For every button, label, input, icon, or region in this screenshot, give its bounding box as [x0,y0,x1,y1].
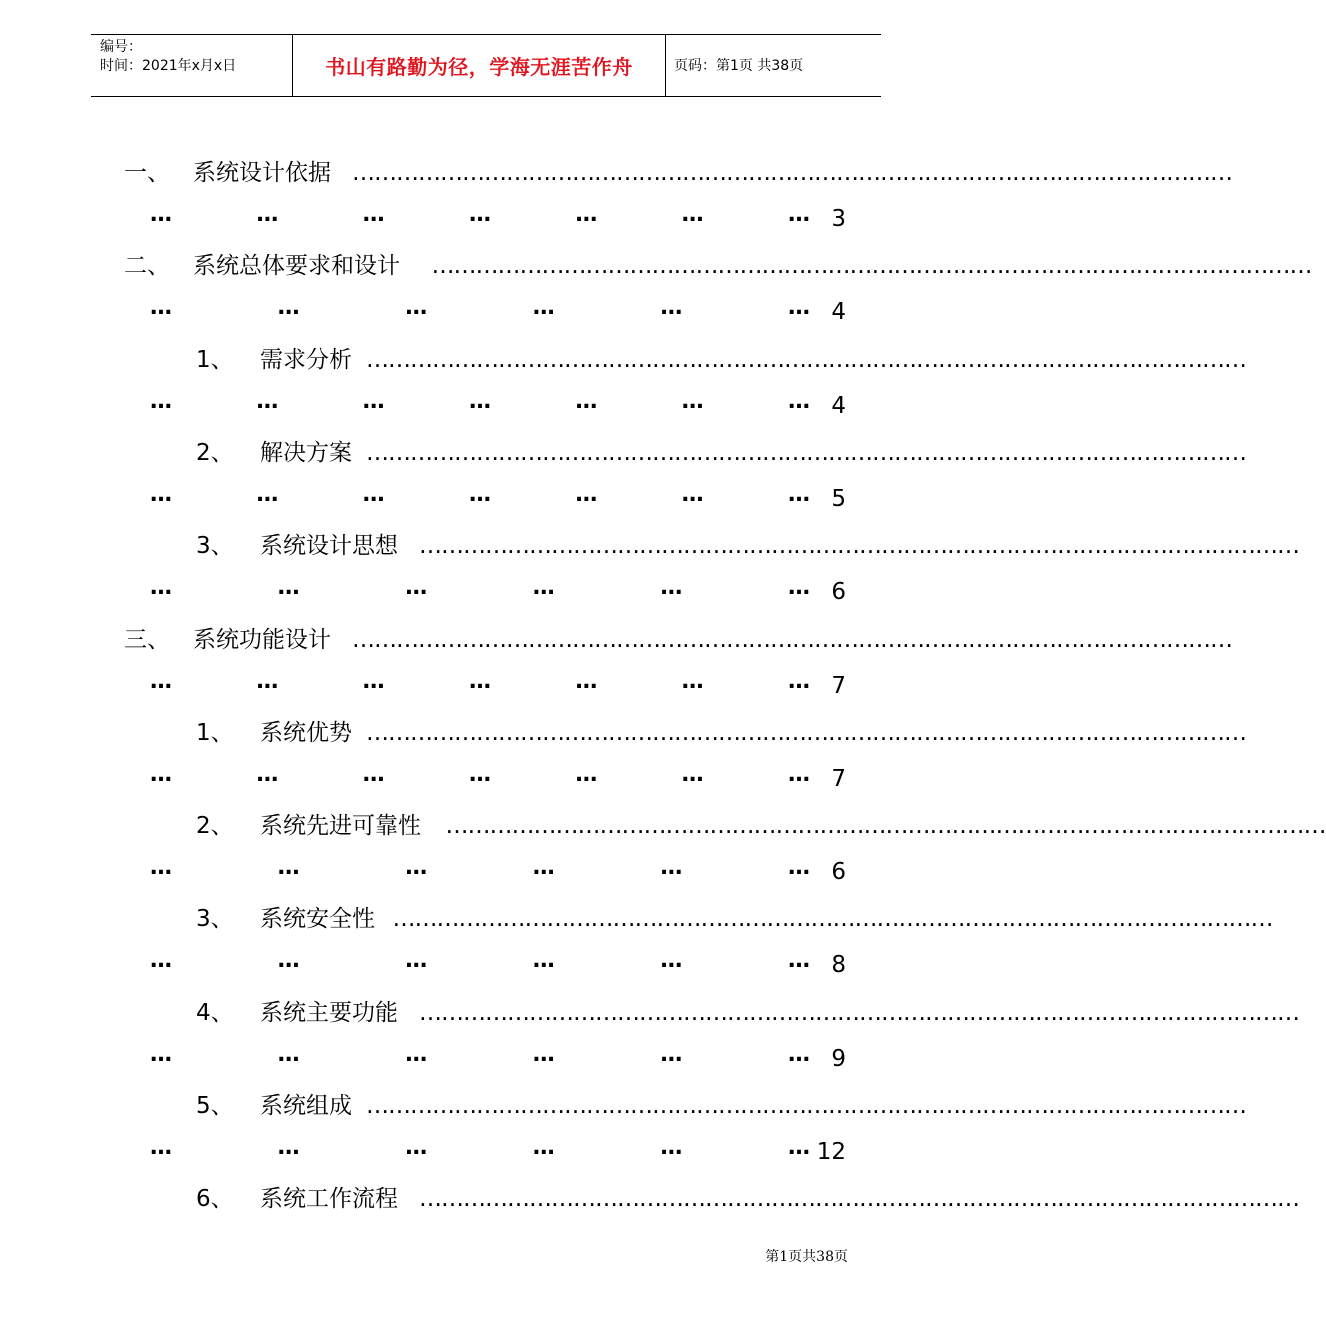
toc-entry-number: 6、 [196,1186,234,1212]
toc-leader-dots: ………………………………………………………………………………………………………… [445,813,1326,839]
toc-leader-dots: … … … … … … [150,575,810,600]
toc-entry-number: 二、 [124,253,170,279]
toc-leader-dots: ………………………………………………………………………………………………………… [366,1093,1246,1119]
toc-entry-title[interactable]: 系统安全性 [260,906,375,932]
toc-page-number: 7 [831,673,846,699]
toc-entry-title[interactable]: 系统优势 [260,720,352,746]
toc-leader-dots: ………………………………………………………………………………………………………… [392,906,1273,932]
toc-entry-number: 2、 [196,440,234,466]
toc-leader-dots: … … … … … … [150,855,810,880]
page-label: 页码：第1页 共38页 [674,57,804,74]
toc-entry-title[interactable]: 系统工作流程 [260,1186,398,1212]
toc-entry-number: 1、 [196,347,234,373]
page-footer: 第1页共38页 [765,1249,848,1265]
toc-leader-dots: … … … … … … … [150,202,810,227]
toc-entry-title[interactable]: 系统组成 [260,1093,352,1119]
toc-entry-number: 1、 [196,720,234,746]
toc-entry-title[interactable]: 系统主要功能 [260,1000,398,1026]
code-label: 编号： [100,39,142,55]
toc-leader-dots: … … … … … … … [150,669,810,694]
time-label: 时间：2021年x月x日 [100,58,237,74]
toc-leader-dots: ………………………………………………………………………………………………………… [419,1000,1299,1026]
toc-leader-dots: … … … … … … [150,1042,810,1067]
toc-entry-title[interactable]: 解决方案 [260,440,352,466]
toc-page-number: 7 [831,766,846,792]
toc-leader-dots: ………………………………………………………………………………………………………… [431,253,1312,279]
toc-leader-dots: … … … … … … [150,1135,810,1160]
toc-leader-dots: ………………………………………………………………………………………………………… [366,720,1246,746]
toc-entry-title[interactable]: 需求分析 [260,347,352,373]
toc-leader-dots: … … … … … … [150,295,810,320]
toc-entry-number: 4、 [196,1000,234,1026]
toc-entry-number: 三、 [124,627,170,653]
toc-leader-dots: … … … … … … … [150,482,810,507]
toc-page-number: 3 [831,206,846,232]
toc-leader-dots: … … … … … … … [150,762,810,787]
toc-entry-number: 5、 [196,1093,234,1119]
toc-entry-number: 3、 [196,533,234,559]
toc-page-number: 6 [831,579,846,605]
toc-page-number: 6 [831,859,846,885]
toc-entry-number: 2、 [196,813,234,839]
toc-entry-number: 一、 [124,160,170,186]
toc-entry-number: 3、 [196,906,234,932]
toc-leader-dots: ………………………………………………………………………………………………………… [419,533,1299,559]
toc-page-number: 5 [831,486,846,512]
toc-page-number: 12 [816,1139,846,1165]
toc-leader-dots: ………………………………………………………………………………………………………… [352,160,1232,186]
toc-leader-dots: … … … … … … [150,948,810,973]
toc-entry-title[interactable]: 系统总体要求和设计 [193,253,400,279]
toc-entry-title[interactable]: 系统设计依据 [193,160,331,186]
motto: 书山有路勤为径，学海无涯苦作舟 [325,55,633,79]
toc-page-number: 9 [831,1046,846,1072]
toc-leader-dots: … … … … … … … [150,389,810,414]
toc-leader-dots: ………………………………………………………………………………………………………… [366,440,1246,466]
toc-leader-dots: ………………………………………………………………………………………………………… [419,1186,1299,1212]
toc-page-number: 4 [831,299,846,325]
toc-leader-dots: ………………………………………………………………………………………………………… [352,627,1232,653]
toc-page-number: 8 [831,952,846,978]
toc-entry-title[interactable]: 系统设计思想 [260,533,398,559]
toc-entry-title[interactable]: 系统先进可靠性 [260,813,421,839]
toc-page-number: 4 [831,393,846,419]
toc-entry-title[interactable]: 系统功能设计 [193,627,331,653]
toc-leader-dots: ………………………………………………………………………………………………………… [366,347,1246,373]
